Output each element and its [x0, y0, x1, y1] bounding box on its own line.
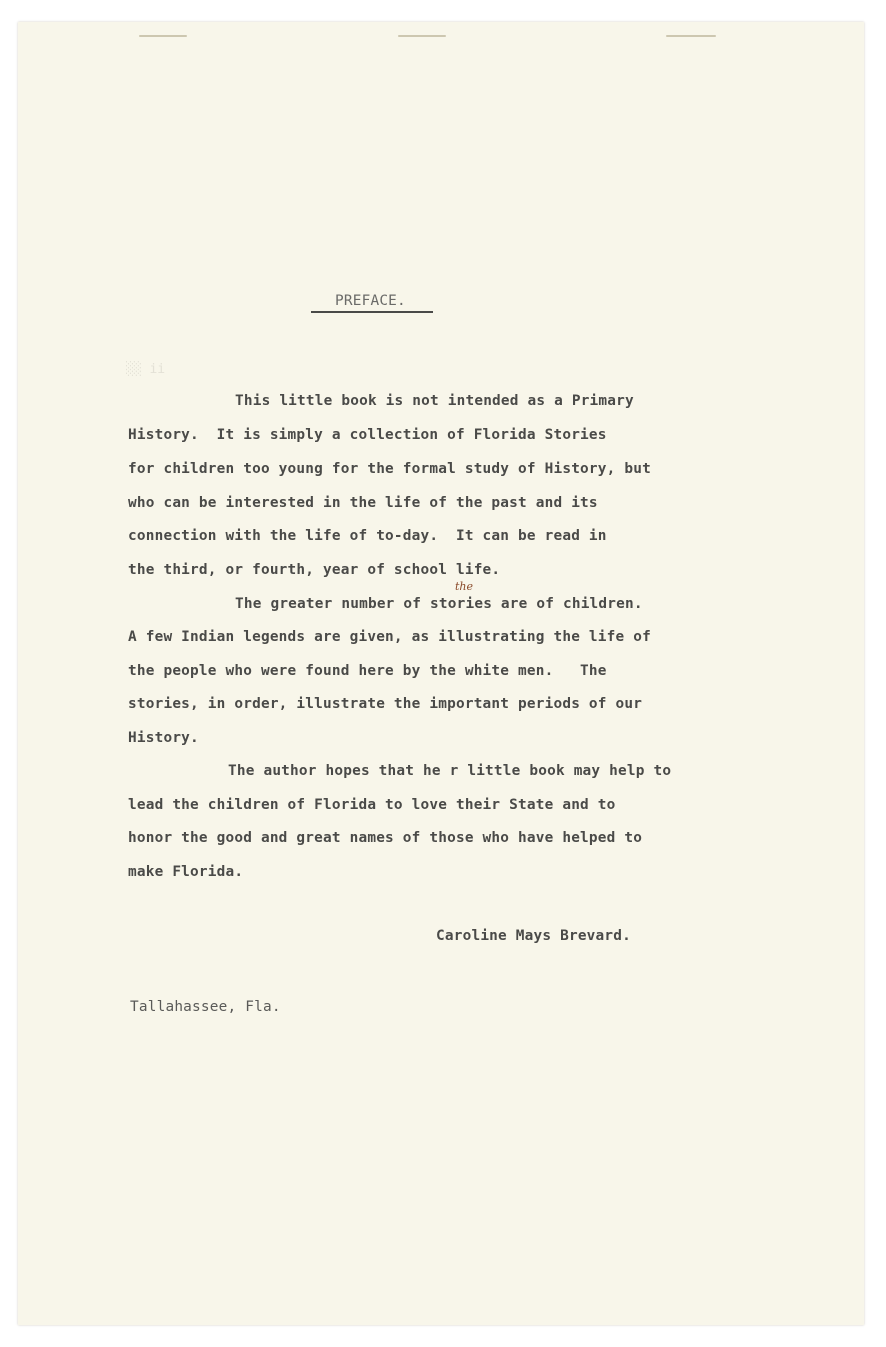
text-line: make Florida.: [128, 864, 244, 880]
place-line: Tallahassee, Fla.: [130, 999, 281, 1015]
text-line: History.: [128, 730, 199, 746]
staple-mark: [139, 35, 187, 37]
text-line: honor the good and great names of those who have helped to: [128, 830, 643, 846]
text-line: for children too young for the formal study of History, but: [128, 461, 651, 477]
document-page: [18, 22, 864, 1325]
text-line: who can be interested in the life of the past and its: [128, 495, 598, 511]
text-line: stories, in order, illustrate the important periods of our: [128, 696, 643, 712]
faint-page-mark: ░░ ii: [126, 362, 166, 377]
title-underline: [311, 311, 433, 313]
author-signature: Caroline Mays Brevard.: [436, 928, 632, 944]
text-line: the third, or fourth, year of school life.: [128, 562, 501, 578]
text-line: History. It is simply a collection of Florida Stories: [128, 427, 607, 443]
text-line: The author hopes that he r little book may help to: [228, 763, 672, 779]
text-line: The greater number of stories are of children.: [235, 596, 643, 612]
page-title: PREFACE.: [335, 293, 406, 309]
staple-mark: [666, 35, 716, 37]
text-line: A few Indian legends are given, as illustrating the life of: [128, 629, 651, 645]
text-line: the people who were found here by the white men. The: [128, 663, 607, 679]
text-line: connection with the life of to-day. It can be read in: [128, 528, 607, 544]
staple-mark: [398, 35, 446, 37]
handwritten-insertion: the: [455, 580, 474, 593]
text-line: lead the children of Florida to love their State and to: [128, 797, 616, 813]
text-line: This little book is not intended as a Primary: [235, 393, 634, 409]
